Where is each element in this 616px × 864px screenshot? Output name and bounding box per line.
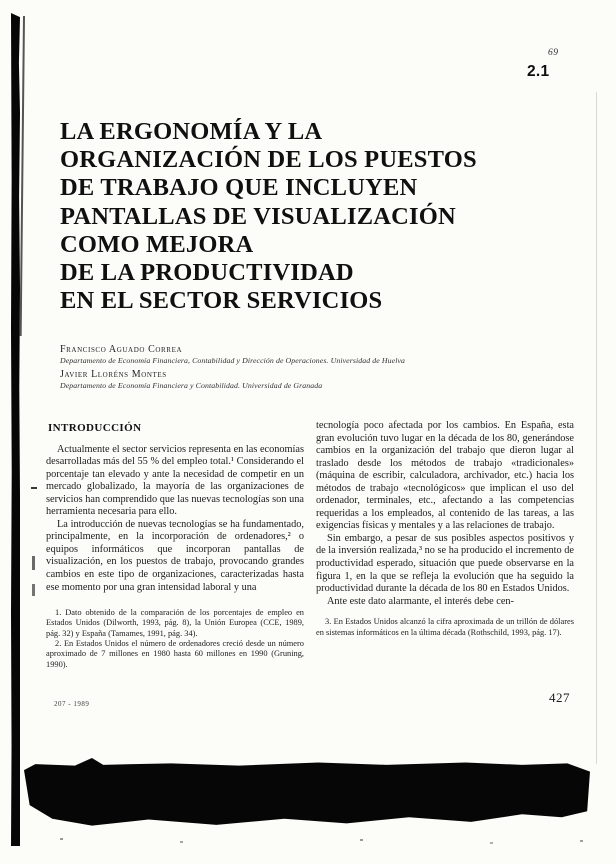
author-name: Javier Lloréns Montes	[60, 369, 167, 380]
body-paragraph: Ante este dato alarmante, el interés debe cen-	[327, 595, 514, 607]
title-line: LA ERGONOMÍA Y LA	[60, 118, 323, 145]
scan-speckles	[60, 838, 63, 840]
title-line: PANTALLAS DE VISUALIZACIÓN	[60, 202, 456, 230]
right-column	[316, 420, 574, 670]
folio-number: 69	[548, 48, 559, 58]
section-number: 2.1	[527, 63, 550, 80]
authors-block	[60, 344, 540, 394]
body-columns	[46, 420, 574, 670]
footnotes-right	[316, 617, 574, 638]
printer-mark: 207 - 1989	[54, 700, 90, 708]
scan-margin-mark	[31, 487, 37, 489]
title-line: COMO MEJORA	[60, 230, 254, 258]
title-line: ORGANIZACIÓN DE LOS PUESTOS	[60, 146, 477, 174]
page-number: 427	[549, 690, 570, 705]
author-affiliation: Departamento de Economía Financiera y Contabilidad. Universidad de Granada	[60, 381, 323, 390]
left-column	[46, 420, 304, 670]
body-paragraph: Actualmente el sector servicios representa en las economías desarrolladas más del 55 % del empleo total.¹ Considerando el porcentaje tan elevado y ante la necesidad de competir en un mercado globalizado, la mayoría de las organizaciones de servicios han comprendido que las nuevas tecnologías son una herramienta necesaria para ello.	[46, 443, 304, 518]
footnote: 3. En Estados Unidos alcanzó la cifra aproximada de un trillón de dólares en sistemas informáticos en la última década (Rothschild, 1993, pág. 17).	[316, 617, 574, 637]
page-edge-line	[596, 92, 597, 764]
article-title	[60, 118, 477, 315]
author-affiliation: Departamento de Economía Financiera, Contabilidad y Dirección de Operaciones. Universidad de Huelva	[60, 356, 406, 365]
scan-margin-mark	[32, 584, 35, 596]
footnote: 1. Dato obtenido de la comparación de los porcentajes de empleo en Estados Unidos (Dilworth, 1993, pág. 8), la Unión Europea (CCE, 1989, pág. 32) y España (Tamames, 1991, pág. 34).	[46, 608, 304, 638]
title-line: DE LA PRODUCTIVIDAD	[60, 259, 354, 287]
title-line: DE TRABAJO QUE INCLUYEN	[60, 174, 418, 202]
footnotes-left	[46, 608, 304, 670]
scan-margin-mark	[32, 556, 35, 570]
section-heading: INTRODUCCIÓN	[48, 422, 142, 434]
body-paragraph: La introducción de nuevas tecnologías se ha fundamentado, principalmente, en la incorporación de ordenadores,² o equipos informáticos que incorporan pantallas de visualización, en los puestos de trabajo, provocando grandes cambios en este tipo de organizaciones, caracterizadas hasta ese momento por una gran intensidad laboral y una	[46, 518, 304, 593]
scan-bottom-shadow-band	[24, 758, 590, 834]
scan-spine-shadow	[11, 13, 20, 846]
footnote: 2. En Estados Unidos el número de ordenadores creció desde un número aproximado de 7 millones en 1980 hasta 60 millones en 1990 (Gruning, 1990).	[46, 639, 304, 669]
author-name: Francisco Aguado Correa	[60, 344, 183, 355]
scan-spine-hairline	[20, 16, 25, 336]
title-line: EN EL SECTOR SERVICIOS	[60, 287, 383, 315]
body-paragraph: tecnología poco afectada por los cambios. En España, esta gran evolución tuvo lugar en la década de los 80, generándose cambios en la organización del trabajo que dieron lugar al traslado desde los métodos de trabajo «tradicionales» (máquina de escribir, calculadora, archivador, etc.) hacia los métodos de trabajo «tecnológicos» que implican el uso del ordenador, terminales, etc., afectando a las competencias requeridas a los empleados, al contenido de las tareas, a las exigencias físicas y mentales y a las relaciones de trabajo.	[316, 420, 574, 532]
author	[60, 369, 540, 390]
body-paragraph: Sin embargo, a pesar de sus posibles aspectos positivos y de la inversión realizada,³ no se ha producido el incremento de productividad esperado, situación que puede observarse en la figura 1, en la que se refleja la evolución que ha seguido la productividad durante la década de los 80 en Estados Unidos.	[316, 532, 574, 595]
author	[60, 344, 540, 365]
